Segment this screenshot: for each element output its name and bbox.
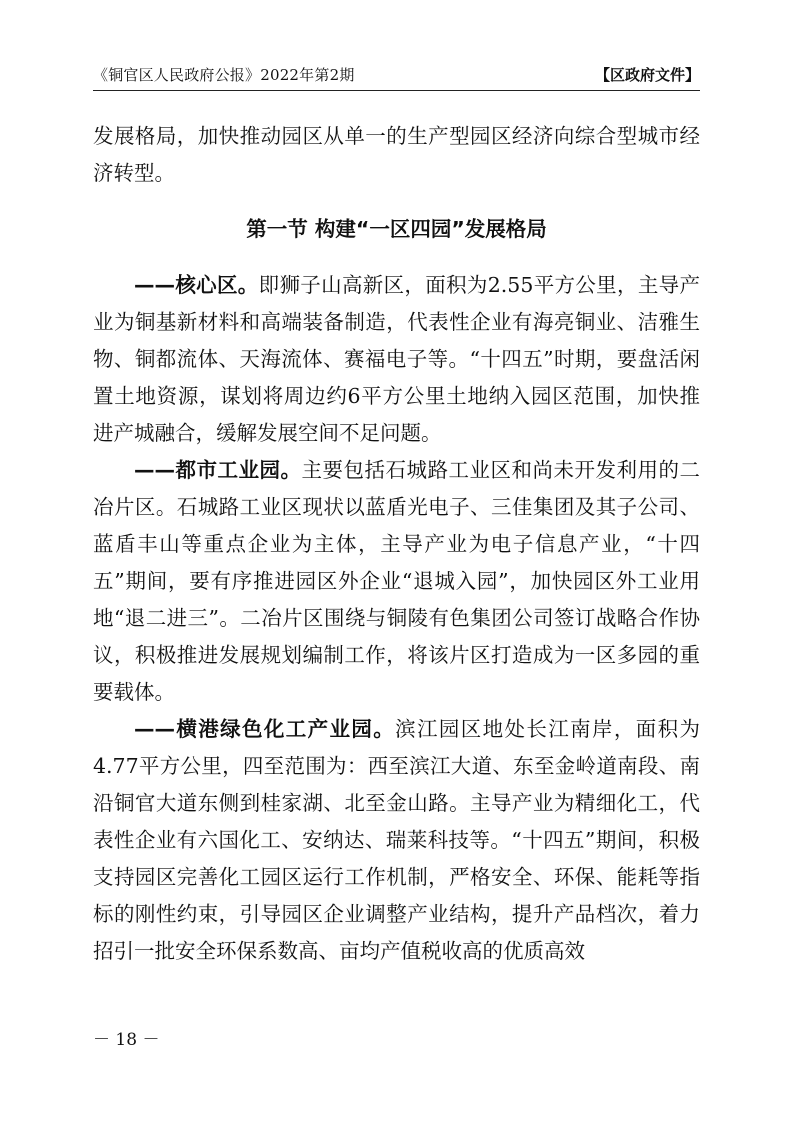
paragraph-urban-industrial-park: [93, 452, 700, 711]
paragraph-text: 即狮子山高新区，面积为2.55平方公里，主导产业为铜基新材料和高端装备制造，代表性企业有海亮铜业、洁雅生物、铜都流体、天海流体、赛福电子等。“十四五”时期，要盘活闲置土地资源，谋划将周边约6平方公里土地纳入园区范围，加快推进产城融合，缓解发展空间不足问题。: [93, 273, 700, 445]
document-category: 【区政府文件】: [594, 66, 700, 84]
paragraph-core-zone: [93, 267, 700, 452]
page-number: － 18 －: [93, 1030, 160, 1050]
paragraph-text: 滨江园区地处长江南岸，面积为4.77平方公里，四至范围为：西至滨江大道、东至金岭道南段、南沿铜官大道东侧到桂家湖、北至金山路。主导产业为精细化工，代表性企业有六国化工、安纳达、瑞莱科技等。“十四五”期间，积极支持园区完善化工园区运行工作机制，严格安全、环保、能耗等指标的刚性约束，引导园区企业调整产业结构，提升产品档次，着力招引一批安全环保系数高、亩均产值税收高的优质高效: [93, 717, 700, 963]
header-divider: [93, 90, 700, 91]
paragraph-lead: ——横港绿色化工产业园。: [134, 717, 396, 741]
paragraph-text: 主要包括石城路工业区和尚未开发利用的二冶片区。石城路工业区现状以蓝盾光电子、三佳集团及其子公司、蓝盾丰山等重点企业为主体，主导产业为电子信息产业，“十四五”期间，要有序推进园区外企业“退城入园”，加快园区外工业用地“退二进三”。二冶片区围绕与铜陵有色集团公司签订战略合作协议，积极推进发展规划编制工作，将该片区打造成为一区多园的重要载体。: [93, 458, 700, 704]
gazette-title: 《铜官区人民政府公报》2022年第2期: [93, 66, 355, 84]
paragraph-lead: ——都市工业园。: [134, 458, 302, 482]
section-title: 第一节 构建“一区四园”发展格局: [246, 217, 547, 241]
page-header: [93, 58, 700, 88]
paragraph-lead: ——核心区。: [134, 273, 259, 297]
paragraph-hengang-chemical-park: [93, 711, 700, 970]
document-body: [93, 118, 700, 970]
intro-paragraph: 发展格局，加快推动园区从单一的生产型园区经济向综合型城市经济转型。: [93, 124, 700, 185]
